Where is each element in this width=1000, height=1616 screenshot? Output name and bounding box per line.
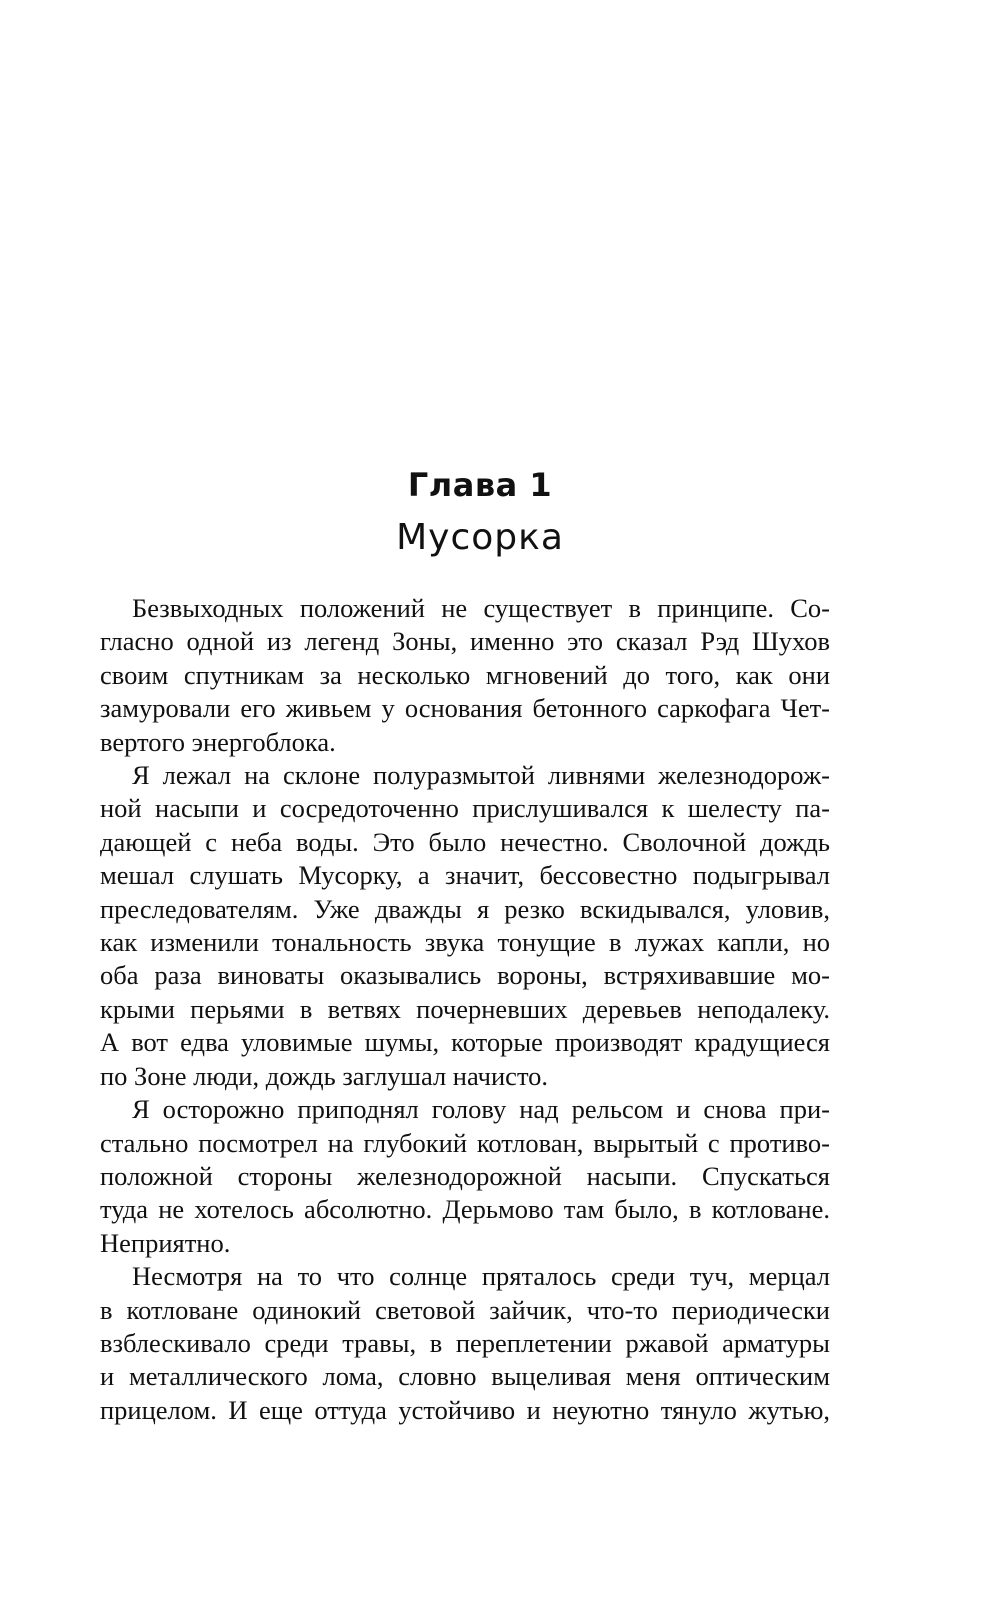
text-line: положной стороны железнодорожной насыпи. Спускаться [100, 1160, 830, 1191]
text-line: Я лежал на склоне полуразмытой ливнями железнодорож- [132, 760, 830, 791]
text-line: Несмотря на то что солнце пряталось среди туч, мерцал [132, 1261, 830, 1292]
paragraph-3 [100, 1093, 830, 1260]
text-line: дающей с неба воды. Это было нечестно. Сволочной дождь [100, 826, 830, 857]
text-line: ной насыпи и сосредоточенно прислушивался к шелесту па- [100, 793, 830, 824]
text-line: и металлического лома, словно выцеливая меня оптическим [100, 1361, 830, 1392]
text-line: как изменили тональность звука тонущие в лужах капли, но [100, 927, 830, 958]
text-line: преследователям. Уже дважды я резко вскидывался, уловив, [100, 893, 830, 924]
text-line: Неприятно. [100, 1227, 231, 1258]
text-line: туда не хотелось абсолютно. Дерьмово там было, в котловане. [100, 1194, 830, 1225]
text-line: своим спутникам за несколько мгновений до того, как они [100, 659, 830, 690]
text-line: вертого энергоблока. [100, 726, 336, 757]
paragraph-1 [100, 592, 830, 759]
text-line: А вот едва уловимые шумы, которые производят крадущиеся [100, 1027, 830, 1058]
text-line: мешал слушать Мусорку, а значит, бессовестно подыгрывал [100, 860, 830, 891]
paragraph-2 [100, 759, 830, 1093]
text-line: в котловане одинокий световой зайчик, что-то периодически [100, 1294, 830, 1325]
text-line: Безвыходных положений не существует в принципе. Со- [132, 593, 830, 623]
chapter-body [100, 592, 830, 1427]
chapter-title: Мусорка [396, 517, 564, 558]
text-line: оба раза виноваты оказывались вороны, встряхивавшие мо- [100, 960, 830, 991]
text-line: стально посмотрел на глубокий котлован, вырытый с противо- [100, 1127, 830, 1158]
paragraph-4 [100, 1260, 830, 1427]
text-line: взблескивало среди травы, в переплетении ржавой арматуры [100, 1327, 830, 1358]
text-line: гласно одной из легенд Зоны, именно это сказал Рэд Шухов [100, 626, 830, 657]
text-line: крыми перьями в ветвях почерневших деревьев неподалеку. [100, 993, 830, 1024]
text-line: Я осторожно приподнял голову над рельсом и снова при- [132, 1094, 830, 1125]
chapter-number: Глава 1 [407, 466, 553, 504]
text-line: прицелом. И еще оттуда устойчиво и неуютно тянуло жутью, [100, 1394, 830, 1425]
text-line: замуровали его живьем у основания бетонного саркофага Чет- [100, 693, 830, 724]
text-line: по Зоне люди, дождь заглушал начисто. [100, 1060, 549, 1091]
